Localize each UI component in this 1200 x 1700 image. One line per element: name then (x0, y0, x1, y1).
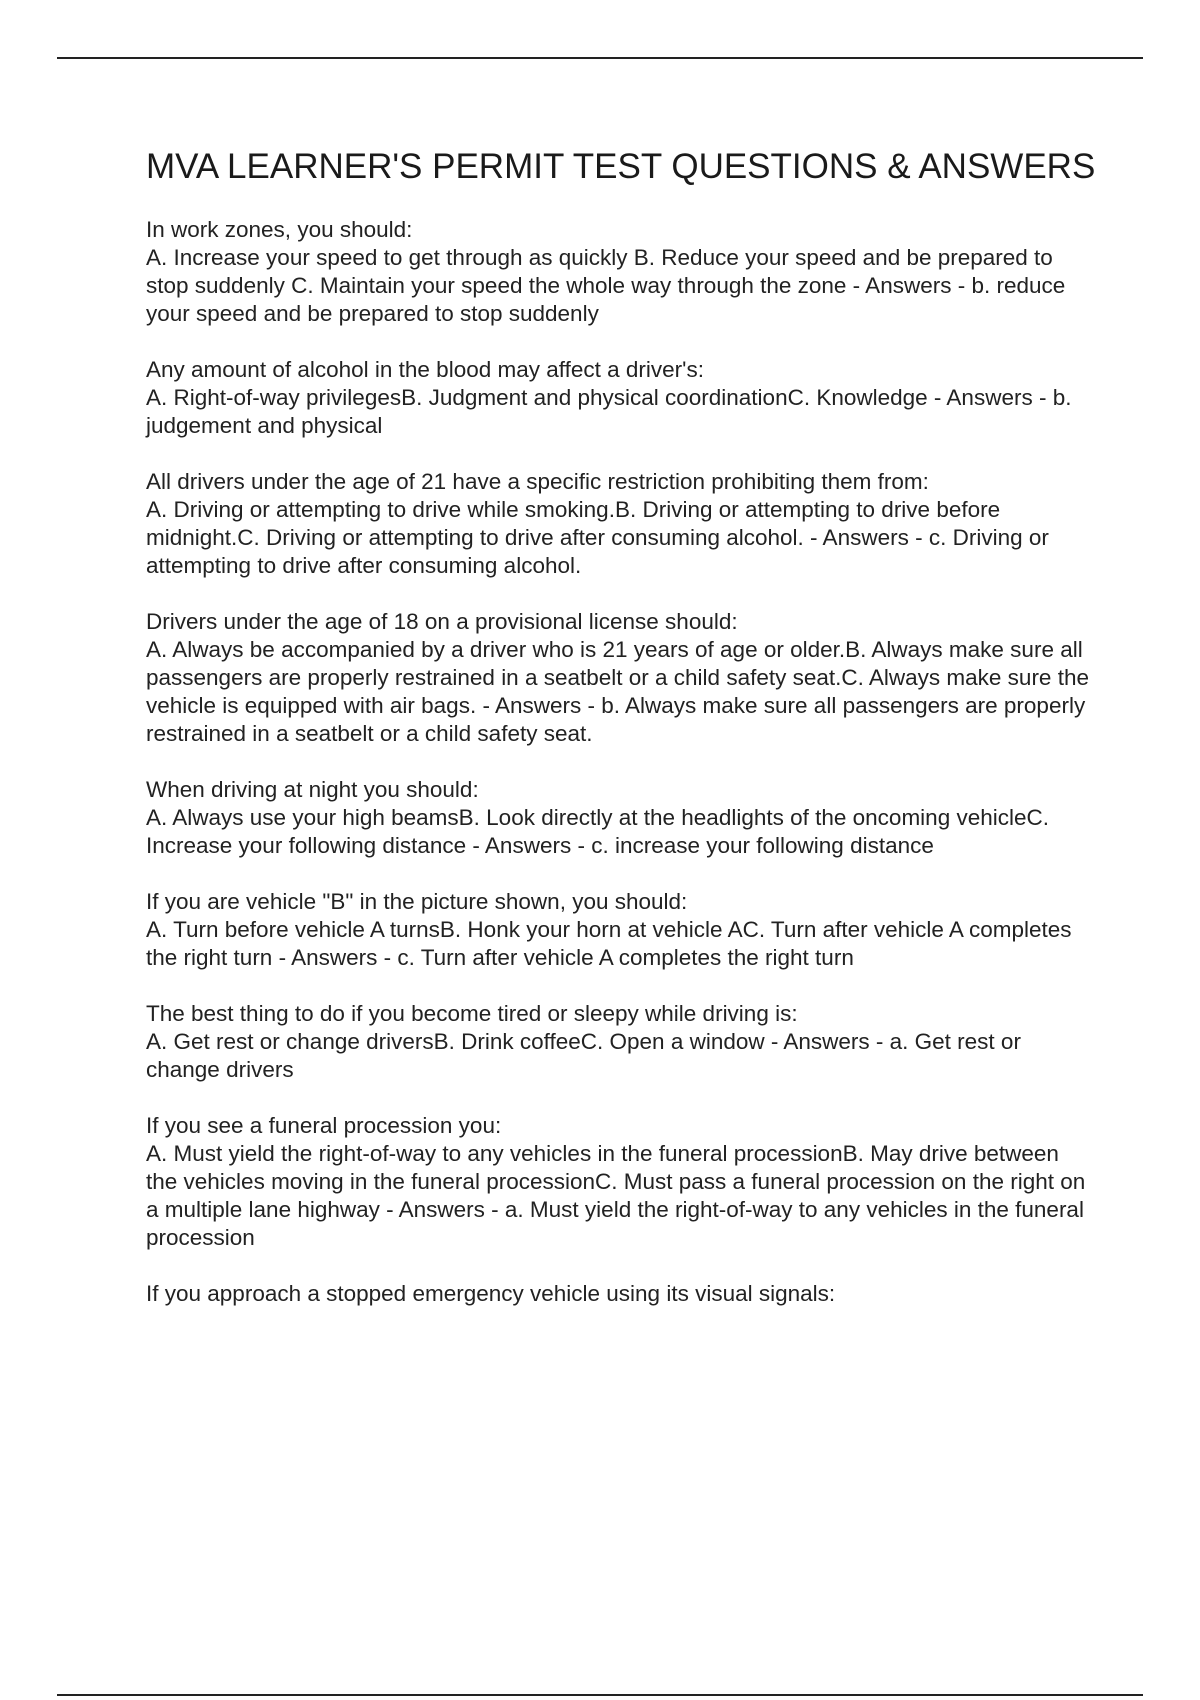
question-text: The best thing to do if you become tired or sleepy while driving is: (146, 1001, 798, 1026)
question-text: In work zones, you should: (146, 217, 413, 242)
qa-item (146, 1280, 1096, 1308)
question-text: When driving at night you should: (146, 777, 479, 802)
question-text: All drivers under the age of 21 have a specific restriction prohibiting them from: (146, 469, 929, 494)
qa-item (146, 216, 1096, 328)
qa-item (146, 356, 1096, 440)
document-content (146, 146, 1096, 1336)
qa-item (146, 888, 1096, 972)
qa-item (146, 608, 1096, 748)
answer-text: A. Always use your high beamsB. Look directly at the headlights of the oncoming vehicleC. Increase your following distance - Answers - c. increase your following distance (146, 805, 1049, 858)
question-text: Drivers under the age of 18 on a provisional license should: (146, 609, 738, 634)
answer-text: A. Right-of-way privilegesB. Judgment and physical coordinationC. Knowledge - Answers - b. judgement and physical (146, 385, 1072, 438)
question-text: If you approach a stopped emergency vehicle using its visual signals: (146, 1281, 836, 1306)
question-text: If you are vehicle "B" in the picture shown, you should: (146, 889, 688, 914)
answer-text: A. Turn before vehicle A turnsB. Honk your horn at vehicle AC. Turn after vehicle A completes the right turn - Answers - c. Turn after vehicle A completes the right turn (146, 917, 1072, 970)
answer-text: A. Driving or attempting to drive while smoking.B. Driving or attempting to drive before midnight.C. Driving or attempting to drive after consuming alcohol. - Answers - c. Driving or attempting to drive after consuming alcohol. (146, 497, 1049, 578)
answer-text: A. Must yield the right-of-way to any vehicles in the funeral processionB. May drive between the vehicles moving in the funeral processionC. Must pass a funeral procession on the right on a multiple lane highway - Answers - a. Must yield the right-of-way to any vehicles in the funeral procession (146, 1141, 1086, 1250)
answer-text: A. Always be accompanied by a driver who is 21 years of age or older.B. Always make sure all passengers are properly restrained in a seatbelt or a child safety seat.C. Always make sure the vehicle is equipped with air bags. - Answers - b. Always make sure all passengers are properly restrained in a seatbelt or a child safety seat. (146, 637, 1089, 746)
qa-item (146, 1000, 1096, 1084)
qa-item (146, 1112, 1096, 1252)
document-title: MVA LEARNER'S PERMIT TEST QUESTIONS & ANSWERS (146, 147, 1096, 186)
qa-item (146, 776, 1096, 860)
question-text: Any amount of alcohol in the blood may affect a driver's: (146, 357, 704, 382)
answer-text: A. Get rest or change driversB. Drink coffeeC. Open a window - Answers - a. Get rest or change drivers (146, 1029, 1021, 1082)
answer-text: A. Increase your speed to get through as quickly B. Reduce your speed and be prepared to stop suddenly C. Maintain your speed the whole way through the zone - Answers - b. reduce your speed and be prepared to stop suddenly (146, 245, 1066, 326)
qa-item (146, 468, 1096, 580)
bottom-rule (57, 1694, 1143, 1696)
top-rule (57, 57, 1143, 59)
question-text: If you see a funeral procession you: (146, 1113, 502, 1138)
